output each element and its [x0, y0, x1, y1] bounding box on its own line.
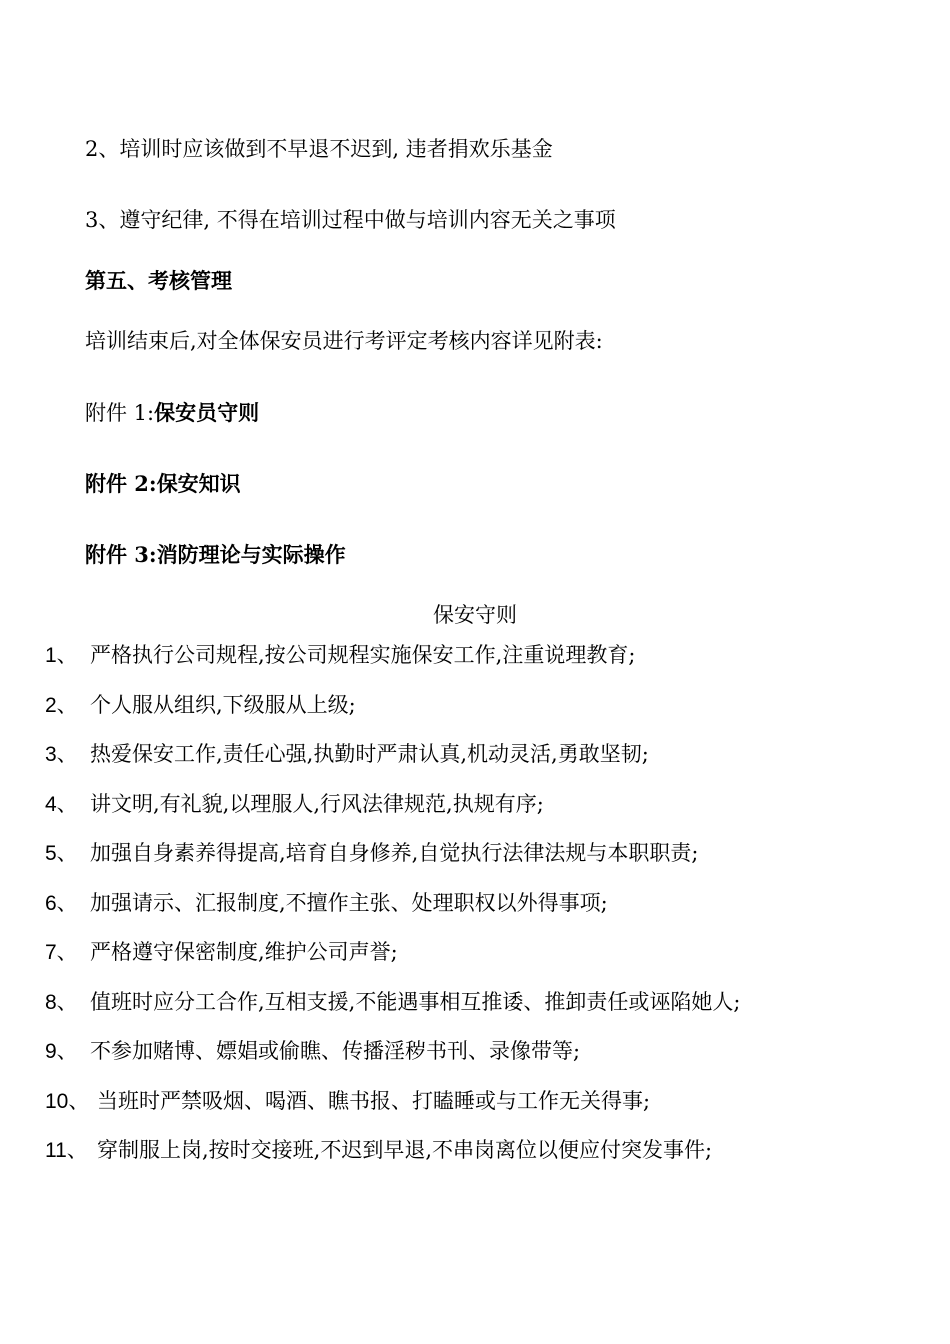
- rule-number: 1、: [45, 644, 78, 667]
- rule-number: 4、: [45, 793, 78, 816]
- attachment-3-title: 消防理论与实际操作: [156, 542, 346, 567]
- attachment-3-prefix: 附件 3:: [85, 542, 157, 567]
- rule-text: 严格遵守保密制度,维护公司声誉;: [90, 940, 398, 964]
- rule-number: 10、: [45, 1090, 90, 1113]
- attachment-3: [85, 540, 346, 570]
- attachment-2: [85, 469, 241, 499]
- rule-text: 加强请示、汇报制度,不擅作主张、处理职权以外得事项;: [90, 891, 608, 915]
- rule-item: [45, 888, 608, 919]
- rule-item: [45, 838, 698, 869]
- rule-number: 6、: [45, 892, 78, 915]
- section-body-assessment: 培训结束后,对全体保安员进行考评定考核内容详见附表:: [85, 329, 603, 353]
- rule-number: 3、: [45, 743, 78, 766]
- rule-text: 不参加赌博、嫖娼或偷瞧、传播淫秽书刊、录像带等;: [90, 1039, 581, 1063]
- rule-item: [45, 1135, 712, 1166]
- section-heading-assessment: 第五、考核管理: [85, 268, 232, 293]
- rule-text: 讲文明,有礼貌,以理服人,行风法律规范,执规有序;: [90, 792, 544, 816]
- rule-item: [45, 987, 740, 1018]
- rules-title: 保安守则: [433, 603, 517, 627]
- rule-text: 穿制服上岗,按时交接班,不迟到早退,不串岗离位以便应付突发事件;: [97, 1138, 713, 1162]
- attachment-2-prefix: 附件 2:: [85, 471, 157, 496]
- rule-text: 值班时应分工合作,互相支援,不能遇事相互推诿、推卸责任或诬陷她人;: [90, 990, 741, 1014]
- rule-item: [45, 789, 544, 820]
- attachment-1-title: 保安员守则: [154, 400, 260, 425]
- rule-number: 7、: [45, 941, 78, 964]
- rule-text: 加强自身素养得提高,培育自身修养,自觉执行法律法规与本职职责;: [90, 841, 699, 865]
- training-rule-2: 2、培训时应该做到不早退不迟到, 违者捐欢乐基金: [85, 137, 553, 161]
- attachment-1-prefix: 附件 1:: [85, 401, 155, 425]
- rule-text: 严格执行公司规程,按公司规程实施保安工作,注重说理教育;: [90, 643, 636, 667]
- rule-item: [45, 1036, 580, 1067]
- rule-text: 热爱保安工作,责任心强,执勤时严肃认真,机动灵活,勇敢坚韧;: [90, 742, 649, 766]
- training-rule-3: 3、遵守纪律, 不得在培训过程中做与培训内容无关之事项: [85, 208, 616, 232]
- rule-item: [45, 937, 398, 968]
- rule-text: 个人服从组织,下级服从上级;: [90, 693, 356, 717]
- attachment-2-title: 保安知识: [156, 471, 241, 496]
- rule-text: 当班时严禁吸烟、喝酒、瞧书报、打瞌睡或与工作无关得事;: [97, 1089, 651, 1113]
- rule-number: 9、: [45, 1040, 78, 1063]
- rule-item: [45, 1086, 650, 1117]
- attachment-1: [85, 398, 259, 428]
- rule-item: [45, 690, 356, 721]
- rule-number: 5、: [45, 842, 78, 865]
- rule-item: [45, 739, 649, 770]
- rule-number: 8、: [45, 991, 78, 1014]
- rule-number: 2、: [45, 694, 78, 717]
- rule-item: [45, 640, 635, 671]
- rule-number: 11、: [45, 1139, 88, 1162]
